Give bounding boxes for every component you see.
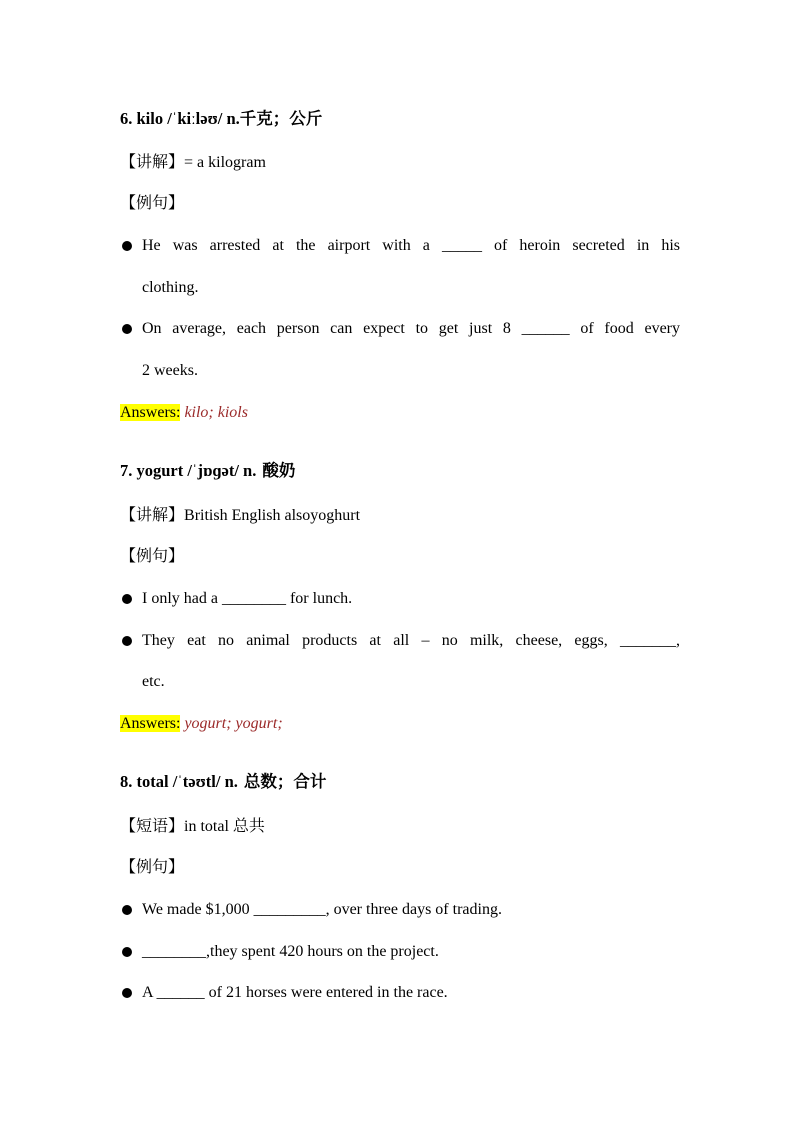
examples-label: 【例句】 [120,859,185,876]
heading-meaning: 总数；合计 [243,772,327,791]
example-item [120,982,680,1004]
note-label: 【讲解】 [120,507,185,524]
answers-label: Answers: [120,404,181,421]
entry-heading-total [120,771,680,793]
bullet-icon [122,594,132,604]
examples-label: 【例句】 [120,548,185,565]
answers-line [120,402,680,424]
heading-meaning: 酸奶 [262,461,296,480]
bullet-icon [122,324,132,334]
note-label: 【短语】 [120,818,185,835]
heading-meaning: 千克；公斤 [239,109,323,128]
heading-phonetic: /ˈtəʊtl/ n. [168,772,238,791]
note-text: in total 总共 [184,818,265,835]
answers-line [120,713,680,735]
bullet-icon [122,988,132,998]
entry-heading-kilo [120,108,680,130]
note-text: British English alsoyoghurt [184,507,361,524]
example-text: They eat no animal products at all – no milk, cheese, eggs, _______, [142,632,680,649]
example-text: We made $1,000 _________, over three days of trading. [142,901,502,918]
bullet-icon [122,636,132,646]
example-text: ________,they spent 420 hours on the project. [142,943,439,960]
example-item [120,630,680,652]
example-item [120,235,680,257]
example-item [120,899,680,921]
example-text: On average, each person can expect to get just 8 ______ of food every [142,320,680,337]
heading-word: 6. kilo [120,109,164,128]
answers-label: Answers: [120,715,181,732]
example-text: A ______ of 21 horses were entered in the race. [142,984,448,1001]
answers-text: yogurt; yogurt; [180,715,283,732]
bullet-icon [122,947,132,957]
example-text-continued: 2 weeks. [142,362,198,379]
example-item [120,318,680,340]
examples-label: 【例句】 [120,195,185,212]
entry-heading-yogurt [120,460,680,482]
note-line [120,152,680,174]
bullet-icon [122,905,132,915]
heading-word: 8. total [120,772,169,791]
note-line [120,505,680,527]
note-text: = a kilogram [184,154,266,171]
example-text: He was arrested at the airport with a _____ of heroin secreted in his [142,237,680,254]
example-text-continued: clothing. [142,279,199,296]
note-line [120,816,680,838]
example-item [120,588,680,610]
answers-text: kilo; kiols [180,404,248,421]
bullet-icon [122,241,132,251]
example-item [120,941,680,963]
heading-word: 7. yogurt [120,461,184,480]
note-label: 【讲解】 [120,154,185,171]
heading-phonetic: /ˈkiːləʊ/ n. [163,109,240,128]
heading-phonetic: /ˈjɒɡət/ n. [183,461,257,480]
example-text: I only had a ________ for lunch. [142,590,353,607]
example-text-continued: etc. [142,673,165,690]
